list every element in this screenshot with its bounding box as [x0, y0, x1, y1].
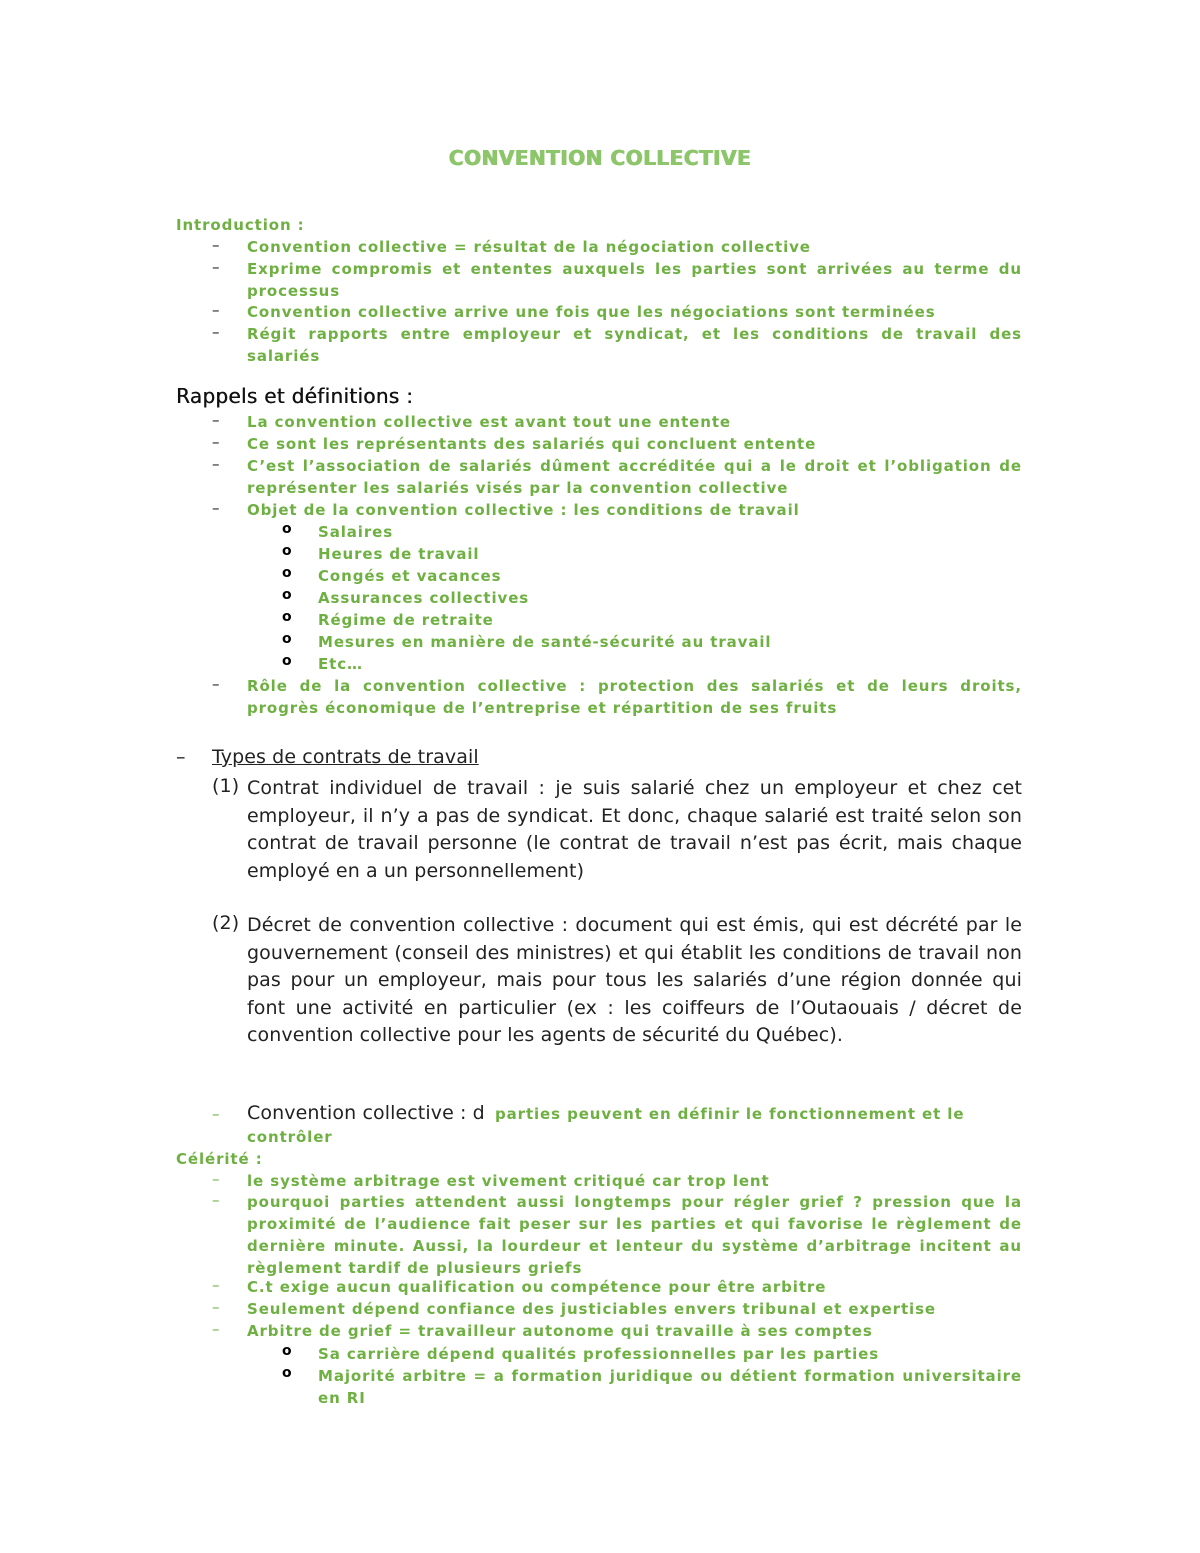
dash-bullet: –: [212, 1191, 221, 1209]
sub-list-item-text: Etc…: [318, 655, 363, 673]
dash-bullet: –: [212, 323, 221, 341]
dash-bullet: –: [212, 301, 221, 319]
dash-bullet: –: [212, 499, 221, 517]
dash-bullet: –: [212, 433, 221, 451]
numbered-paragraph: [212, 912, 1022, 1082]
section-heading-types: Types de contrats de travail: [212, 746, 479, 768]
dash-bullet: –: [212, 1276, 221, 1294]
list-item-text: Exprime compromis et ententes auxquels les parties sont arrivées au terme du processus: [247, 260, 1022, 300]
list-item-text: Régit rapports entre employeur et syndicat, et les conditions de travail des salariés: [247, 325, 1022, 365]
dash-bullet: –: [212, 455, 221, 473]
paragraph-number: (2): [212, 912, 240, 934]
list-item-text: C’est l’association de salariés dûment accréditée qui a le droit et l’obligation de représenter les salariés visés par la convention collective: [247, 457, 1022, 497]
dash-bullet: –: [212, 675, 221, 693]
list-item-text: Ce sont les représentants des salariés qui concluent entente: [247, 435, 817, 453]
convention-rest: parties peuvent en définir le fonctionnement et le: [494, 1105, 965, 1123]
circle-bullet-icon: o: [282, 565, 293, 581]
sub-list-item-text: Mesures en manière de santé-sécurité au travail: [318, 633, 772, 651]
sub-list-item-text: Assurances collectives: [318, 589, 530, 607]
circle-bullet-icon: o: [282, 587, 293, 603]
list-item: [176, 1170, 1022, 1192]
sub-list-item-text: Régime de retraite: [318, 611, 494, 629]
circle-bullet-icon: o: [282, 653, 293, 669]
list-item-text: Objet de la convention collective : les conditions de travail: [247, 501, 800, 519]
dash-bullet: –: [212, 236, 221, 254]
circle-bullet-icon: o: [282, 609, 293, 625]
list-item: [176, 675, 1022, 719]
document-title: CONVENTION COLLECTIVE: [448, 146, 752, 170]
list-item-text: le système arbitrage est vivement critiqué car trop lent: [247, 1172, 770, 1190]
circle-bullet-icon: o: [282, 543, 293, 559]
circle-bullet-icon: o: [282, 521, 293, 537]
list-item-text: Arbitre de grief = travailleur autonome qui travaille à ses comptes: [247, 1322, 873, 1340]
convention-prefix: Convention collective : d: [247, 1102, 485, 1124]
sub-list-item: [176, 587, 1022, 609]
paragraph-number: (1): [212, 775, 240, 797]
list-item: [176, 236, 1022, 258]
list-item-text: C.t exige aucun qualification ou compétence pour être arbitre: [247, 1278, 827, 1296]
dash-bullet: –: [212, 1320, 221, 1338]
dash-bullet: –: [212, 258, 221, 276]
paragraph-text: Décret de convention collective : document qui est émis, qui est décrété par le gouvernement (conseil des ministres) et qui établit les conditions de travail non pas pour un employeur, mais pour tous les salariés d’une région donnée qui font une activité en particulier (ex : les coiffeurs de l’Outaouais / décret de convention collective pour les agents de sécurité du Québec).: [247, 914, 1022, 1046]
sub-list-item-text: Heures de travail: [318, 545, 480, 563]
dash-bullet: –: [212, 411, 221, 429]
sub-list-item: [176, 565, 1022, 587]
convention-line: [247, 1102, 1022, 1124]
list-item: [176, 1298, 1022, 1320]
dash-bullet: –: [212, 1298, 221, 1316]
list-item: [176, 433, 1022, 455]
dash-bullet: –: [212, 1105, 220, 1123]
sub-list-item: [176, 653, 1022, 675]
list-item: [176, 455, 1022, 499]
list-item-text: Convention collective arrive une fois que les négociations sont terminées: [247, 303, 936, 321]
section-heading-rappels: Rappels et définitions :: [176, 384, 414, 408]
list-item: [176, 1320, 1022, 1342]
sub-list-item: [176, 1365, 1022, 1409]
list-item: [176, 411, 1022, 433]
list-item: [176, 258, 1022, 302]
list-item: [176, 499, 1022, 521]
list-item: [176, 1276, 1022, 1298]
celerite-label: Célérité :: [176, 1150, 263, 1168]
circle-bullet-icon: o: [282, 1343, 293, 1359]
list-item: [176, 301, 1022, 323]
circle-bullet-icon: o: [282, 631, 293, 647]
convention-line-2: contrôler: [247, 1128, 333, 1146]
dash-bullet: –: [176, 746, 186, 768]
list-item-text: Convention collective = résultat de la négociation collective: [247, 238, 811, 256]
list-item-text: Seulement dépend confiance des justiciables envers tribunal et expertise: [247, 1300, 936, 1318]
list-item-text: pourquoi parties attendent aussi longtemps pour régler grief ? pression que la proximité de l’audience fait peser sur les parties et qui favorise le règlement de dernière minute. Aussi, la lourdeur et lenteur du système d’arbitrage incitent au règlement tardif de plusieurs griefs: [247, 1193, 1022, 1277]
circle-bullet-icon: o: [282, 1365, 293, 1381]
sub-list-item-text: Congés et vacances: [318, 567, 502, 585]
numbered-paragraph: [212, 775, 1022, 887]
list-item: [176, 1191, 1022, 1279]
paragraph-text: Contrat individuel de travail : je suis salarié chez un employeur et chez cet employeur, il n’y a pas de syndicat. Et donc, chaque salarié est traité selon son contrat de travail personne (le contrat de travail n’est pas écrit, mais chaque employé en a un personnellement): [247, 777, 1022, 882]
list-item-text: La convention collective est avant tout une entente: [247, 413, 731, 431]
dash-bullet: –: [212, 1170, 221, 1188]
sub-list-item-text: Majorité arbitre = a formation juridique ou détient formation universitaire en RI: [318, 1367, 1022, 1407]
sub-list-item: [176, 521, 1022, 543]
list-item: [176, 323, 1022, 365]
sub-list-item-text: Sa carrière dépend qualités professionnelles par les parties: [318, 1345, 880, 1363]
sub-list-item: [176, 609, 1022, 631]
intro-label: Introduction :: [176, 216, 305, 234]
sub-list-item: [176, 543, 1022, 565]
convention-item: [176, 1102, 1022, 1148]
list-item-text: Rôle de la convention collective : protection des salariés et de leurs droits, progrès économique de l’entreprise et répartition de ses fruits: [247, 677, 1022, 717]
sub-list-item-text: Salaires: [318, 523, 394, 541]
sub-list-item: [176, 631, 1022, 653]
sub-list-item: [176, 1343, 1022, 1365]
